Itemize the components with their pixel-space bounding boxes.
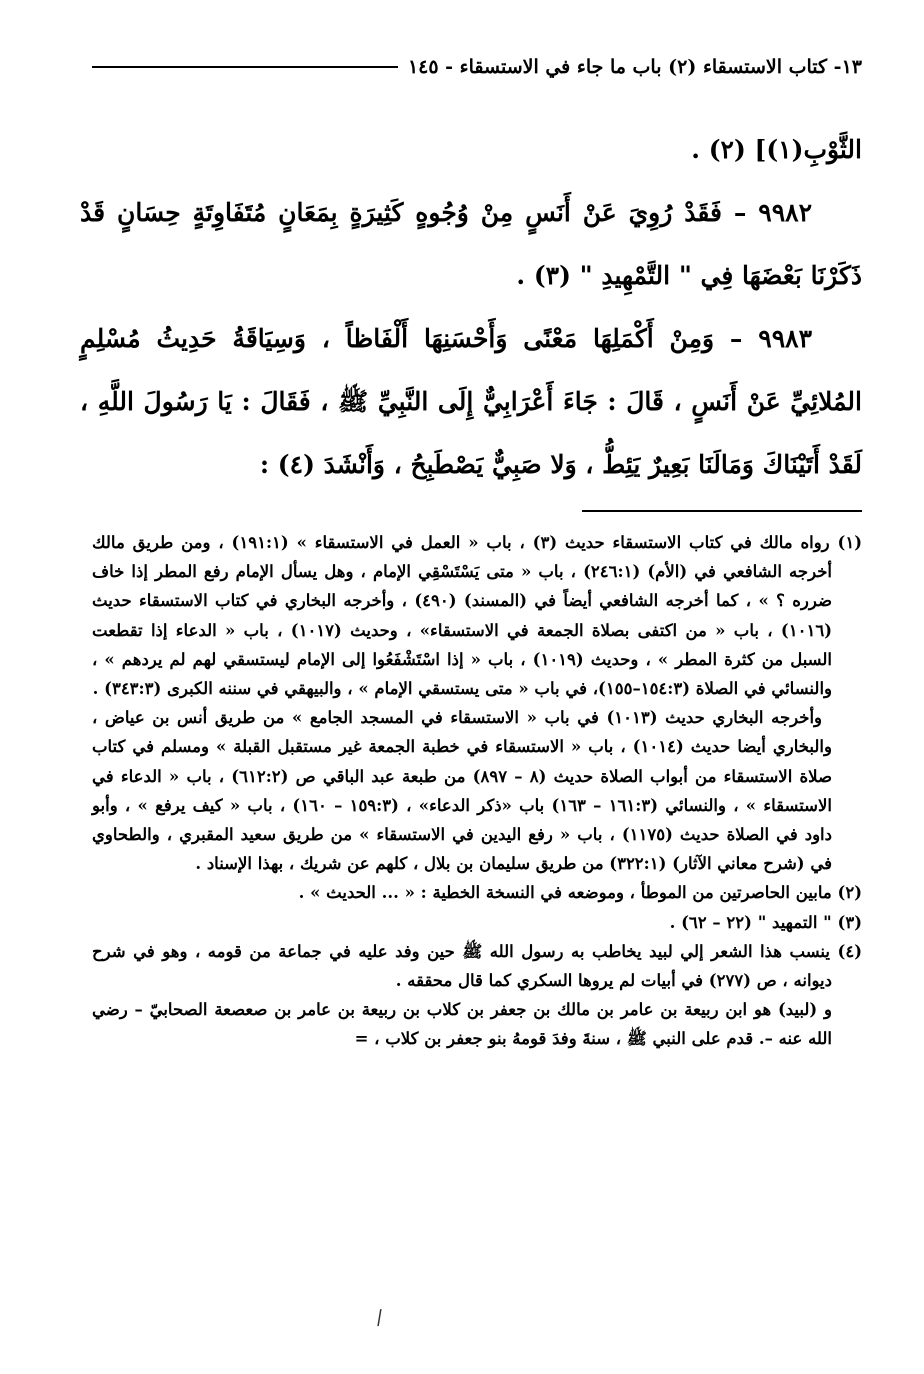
header-title: ١٣- كتاب الاستسقاء (٢) باب ما جاء في الاستسقاء - ١٤٥ <box>407 56 862 78</box>
footnote-3: (٣) " التمهيد " (٢٢ – ٦٢) . <box>669 912 862 932</box>
paragraph-9982: ٩٩٨٢ – فَقَدْ رُوِيَ عَنْ أَنَسٍ مِنْ وُجُوهٍ كَثِيرَةٍ بِمَعَانٍ مُتَفَاوِتَةٍ حِسَانٍ قَدْ ذَكَرْنَا بَعْضَهَا فِي " التَّمْهِيدِ " (٣) . <box>80 198 862 290</box>
header-rule <box>92 66 398 68</box>
running-header <box>92 56 862 78</box>
footnote-4: (٤) ينسب هذا الشعر إلي لبيد يخاطب به رسول الله ﷺ حين وفد عليه في جماعة من قومه ، وهو في شرح ديوانه ، ص (٢٧٧) في أبيات لم يروها السكري كما قال محققه . <box>92 941 862 991</box>
footnote-4-continuation: و (لبيد) هو ابن ربيعة بن عامر بن مالك بن جعفر بن كلاب بن ربيعة بن عامر بن صعصعة الصحابيّ – رضي الله عنه –. قدم على النبي ﷺ ، سنةَ وفدَ قومهُ بنو جعفر بن كلاب ، = <box>92 1000 832 1049</box>
main-text <box>80 118 862 496</box>
footnotes <box>92 528 862 1054</box>
footnote-1-continuation: وأخرجه البخاري حديث (١٠١٣) في باب « الاستسقاء في المسجد الجامع » من طريق أنس بن عياض ، والبخاري أيضا حديث (١٠١٤) ، باب « الاستسقاء في خطبة الجمعة غير مستقبل القبلة » ومسلم في كتاب صلاة الاستسقاء من أبواب الصلاة حديث (٨ – ٨٩٧) من طبعة عبد الباقي ص (٦١٢:٢) ، باب « الدعاء في الاستسقاء » ، والنسائي (١٦١:٣ – ١٦٣) باب «ذكر الدعاء» ، (١٥٩:٣ – ١٦٠) ، باب « كيف يرفع » ، وأبو داود في الصلاة حديث (١١٧٥) ، باب « رفع اليدين في الاستسقاء » من طريق سعيد المقبري ، والطحاوي في (شرح معاني الآثار) (٣٢٢:١) من طريق سليمان بن بلال ، كلهم عن شريك ، بهذا الإسناد . <box>92 708 832 874</box>
footnote-2: (٢) مابين الحاصرتين من الموطأ ، وموضعه في النسخة الخطية : « ... الحديث » . <box>298 883 862 903</box>
paragraph-continuation: الثَّوْبِ(١)] (٢) . <box>691 135 862 164</box>
footnote-1: (١) رواه مالك في كتاب الاستسقاء حديث (٣) ، باب « العمل في الاستسقاء » (١٩١:١) ، ومن طريق مالك أخرجه الشافعي في (الأم) (٢٤٦:١) ، باب « متى يَسْتَسْقِي الإمام ، وهل يسأل الإمام رفع المطر إذا خاف ضرره ؟ » ، كما أخرجه الشافعي أيضاً في (المسند) (٤٩٠) ، وأخرجه البخاري في كتاب الاستسقاء حديث (١٠١٦) ، باب « من اكتفى بصلاة الجمعة في الاستسقاء» ، وحديث (١٠١٧) ، باب « الدعاء إذا تقطعت السبل من كثرة المطر » ، وحديث (١٠١٩) ، باب « إذا اسْتَشْفَعُوا إلى الإمام ليستسقي لهم لم يردهم » ، والنسائي في الصلاة (١٥٤:٣–١٥٥)، في باب « متى يستسقي الإمام » ، والبيهقي في سننه الكبرى (٣٤٣:٣) . <box>92 533 862 699</box>
paragraph-9983: ٩٩٨٣ – وَمِنْ أَكْمَلِهَا مَعْنًى وَأَحْسَنِهَا أَلْفَاظاً ، وَسِيَاقَةُ حَدِيثُ مُسْلِمٍ المُلائِيِّ عَنْ أَنَسٍ ، قَالَ : جَاءَ أَعْرَابِيٌّ إِلَى النَّبِيِّ ﷺ ، فَقَالَ : يَا رَسُولَ اللَّهِ ، لَقَدْ أَتَيْنَاكَ وَمَالَنَا بَعِيرٌ يَئِطُّ ، وَلا صَبِيٌّ يَصْطَبِحُ ، وَأَنْشَدَ (٤) : <box>80 324 862 479</box>
pen-mark: / <box>374 1304 385 1330</box>
footnote-separator <box>582 510 862 512</box>
